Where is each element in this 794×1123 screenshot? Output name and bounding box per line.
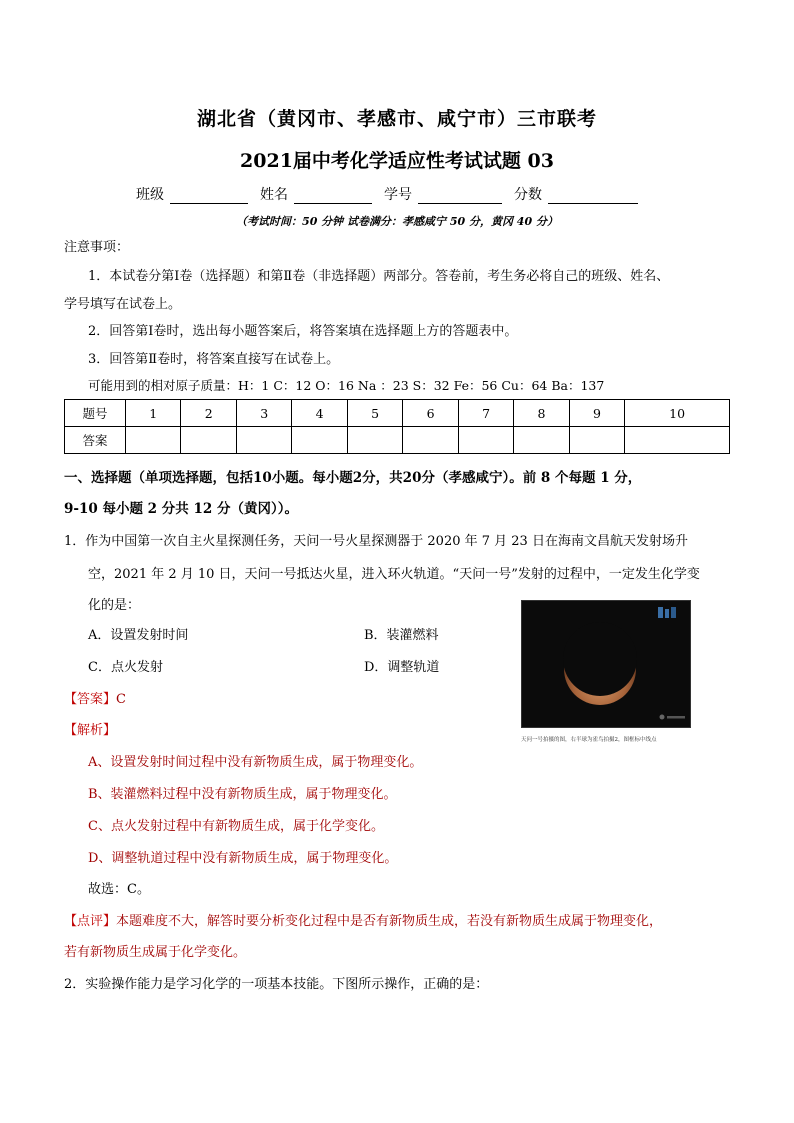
- answer-cell[interactable]: [236, 427, 291, 454]
- q1-option-d[interactable]: D．调整轨道: [364, 660, 440, 675]
- table-row: [65, 427, 730, 454]
- comment-line1: 本题难度不大，解答时要分析变化过程中是否有新物质生成，若没有新物质生成属于物理变化，: [116, 914, 663, 929]
- answer-cell[interactable]: [458, 427, 513, 454]
- question-number-cell: 9: [569, 400, 624, 427]
- section1-heading-line1: 一、选择题（单项选择题，包括10小题。每小题2分，共20分（孝感咸宁）。前 8 个每题 1 分，: [64, 470, 642, 486]
- question-number-cell: 4: [292, 400, 347, 427]
- q2-stem: 2．实验操作能力是学习化学的一项基本技能。下图所示操作，正确的是：: [64, 977, 489, 992]
- q1-comment: [64, 913, 662, 931]
- question-number-cell: 8: [514, 400, 569, 427]
- analysis-line-d: D、调整轨道过程中没有新物质生成，属于物理变化。: [88, 851, 398, 866]
- note-item-1b: 学号填写在试卷上。: [64, 297, 182, 312]
- answer-cell[interactable]: [625, 427, 730, 454]
- comment-line2: 若有新物质生成属于化学变化。: [64, 945, 247, 960]
- analysis-line-b: B、装灌燃料过程中没有新物质生成，属于物理变化。: [88, 787, 397, 802]
- exam-title-line1: 湖北省（黄冈市、孝感市、咸宁市）三市联考: [196, 108, 597, 130]
- photo-caption: 天问一号拍摄的图，右半球为雀鸟拍摄2，图框标中线点: [521, 737, 657, 743]
- question-number-cell: 7: [458, 400, 513, 427]
- mars-photo: [521, 600, 691, 728]
- mars-crescent-image: [522, 601, 690, 727]
- analysis-line-c: C、点火发射过程中有新物质生成，属于化学变化。: [88, 819, 384, 834]
- answer-cell[interactable]: [347, 427, 402, 454]
- answer-cell[interactable]: [569, 427, 624, 454]
- table-row: [65, 400, 730, 427]
- q1-option-a[interactable]: A．设置发射时间: [88, 628, 189, 643]
- answer-tag: 【答案】: [64, 692, 117, 707]
- q1-stem-line2: 空，2021 年 2 月 10 日，天问一号抵达火星，进入环火轨道。“天问一号”发射的过程中，一定发生化学变: [88, 567, 700, 582]
- name-blank[interactable]: [294, 187, 372, 204]
- question-number-cell: 10: [625, 400, 730, 427]
- answer-cell[interactable]: [514, 427, 569, 454]
- name-label: 姓名: [260, 187, 288, 203]
- question-number-cell: 1: [126, 400, 181, 427]
- class-blank[interactable]: [170, 187, 248, 204]
- q1-option-c[interactable]: C．点火发射: [88, 660, 163, 675]
- q1-stem-line1: 1．作为中国第一次自主火星探测任务，天问一号火星探测器于 2020 年 7 月 23 日在海南文昌航天发射场升: [64, 534, 688, 549]
- question-number-cell: 2: [181, 400, 236, 427]
- note-item-2: 2．回答第Ⅰ卷时，选出每小题答案后，将答案填在选择题上方的答题表中。: [88, 324, 518, 339]
- q1-answer: [64, 691, 126, 709]
- exam-title-line2: 2021届中考化学适应性考试试题 03: [240, 150, 554, 172]
- score-blank[interactable]: [548, 187, 638, 204]
- note-item-1a: 1．本试卷分第Ⅰ卷（选择题）和第Ⅱ卷（非选择题）两部分。答卷前，考生务必将自己的班级、姓名、: [88, 269, 670, 284]
- exam-info: （考试时间：50 分钟 试卷满分：孝感咸宁 50 分，黄冈 40 分）: [236, 215, 558, 228]
- question-number-cell: 3: [236, 400, 291, 427]
- notes-heading: 注意事项：: [64, 240, 130, 255]
- score-label: 分数: [514, 187, 542, 203]
- answer-cell[interactable]: [126, 427, 181, 454]
- analysis-line-a: A、设置发射时间过程中没有新物质生成，属于物理变化。: [88, 755, 423, 770]
- row-label-answer: 答案: [65, 427, 126, 454]
- answer-cell[interactable]: [403, 427, 458, 454]
- section1-heading-line2: 9-10 每小题 2 分共 12 分（黄冈））。: [64, 501, 298, 517]
- q1-stem-line3: 化的是：: [88, 598, 141, 613]
- number-label: 学号: [384, 187, 412, 203]
- class-label: 班级: [136, 187, 164, 203]
- question-number-cell: 5: [347, 400, 402, 427]
- note-item-3: 3．回答第Ⅱ卷时，将答案直接写在试卷上。: [88, 352, 340, 367]
- analysis-tag: 【解析】: [64, 723, 117, 738]
- atomic-masses: 可能用到的相对原子质量：H：1 C：12 O：16 Na ：23 S：32 Fe：56 Cu：64 Ba：137: [88, 378, 605, 393]
- answer-table: [64, 399, 730, 454]
- analysis-conclusion: 故选：C。: [88, 882, 150, 897]
- answer-cell[interactable]: [181, 427, 236, 454]
- row-label-number: 题号: [65, 400, 126, 427]
- answer-value: C: [116, 692, 126, 707]
- watermark-bar: [667, 716, 685, 719]
- comment-tag: 【点评】: [64, 914, 117, 929]
- student-info-line: [136, 184, 644, 204]
- question-number-cell: 6: [403, 400, 458, 427]
- number-blank[interactable]: [418, 187, 502, 204]
- q1-option-b[interactable]: B．装灌燃料: [364, 628, 439, 643]
- answer-cell[interactable]: [292, 427, 347, 454]
- watermark-icon: [660, 715, 665, 720]
